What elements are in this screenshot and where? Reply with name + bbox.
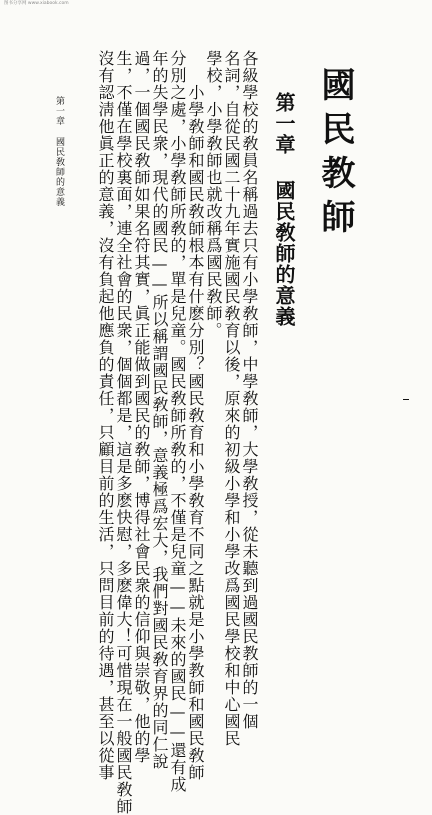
body-column-5: 分別之處，小學敎師所敎的，單是兒童。國民敎師所敎的，不僅是兒童——未來的國民——還有成 xyxy=(168,50,187,793)
running-head: 第一章 國民敎師的意義 xyxy=(54,96,64,207)
book-title: 國民教師 xyxy=(315,67,355,243)
body-column-2: 名詞，自從民國二十九年實施國民敎育以後，原來的初級小學和小學改爲國民學校和中心國民 xyxy=(222,50,241,747)
watermark-text: 图书分享网 www.xiabook.com xyxy=(4,1,69,6)
body-column-4: 小學敎師和國民敎師根本有什麽分別？國民敎育和小學敎育不同之點就是小學教師和國民敎師 xyxy=(186,50,205,781)
body-column-9: 沒有認淸他眞正的意義，沒有負起他應負的責任，只顧目前的生活，只問目前的待遇，甚至以從事 xyxy=(96,50,115,781)
body-column-1: 各級學校的敎員名稱過去只有小學敎師，中學敎師，大學敎授，從未聽到過國民教師的一個 xyxy=(240,50,259,730)
chapter-title: 第一章 國民敎師的意義 xyxy=(272,92,296,327)
body-column-6: 年的失學民衆，現代的國民——所以稱謂國民敎師，意義極爲宏大，我們對國民敎育界的同仁說 xyxy=(150,50,169,770)
body-column-3: 學校，小學敎師也就改稱爲國民敎師。 xyxy=(204,50,223,339)
body-column-7: 過，一個國民敎師如果名符其實，眞正能做到國民的敎師，博得社會民衆的信仰與崇敬，他的學 xyxy=(132,50,151,764)
body-column-8: 生，不僅在學校裏面，連全社會的民衆，個個都是，這是多麽快慰，多麽偉大！可惜現在一般國民敎師 xyxy=(114,50,133,815)
page-number xyxy=(403,399,409,400)
